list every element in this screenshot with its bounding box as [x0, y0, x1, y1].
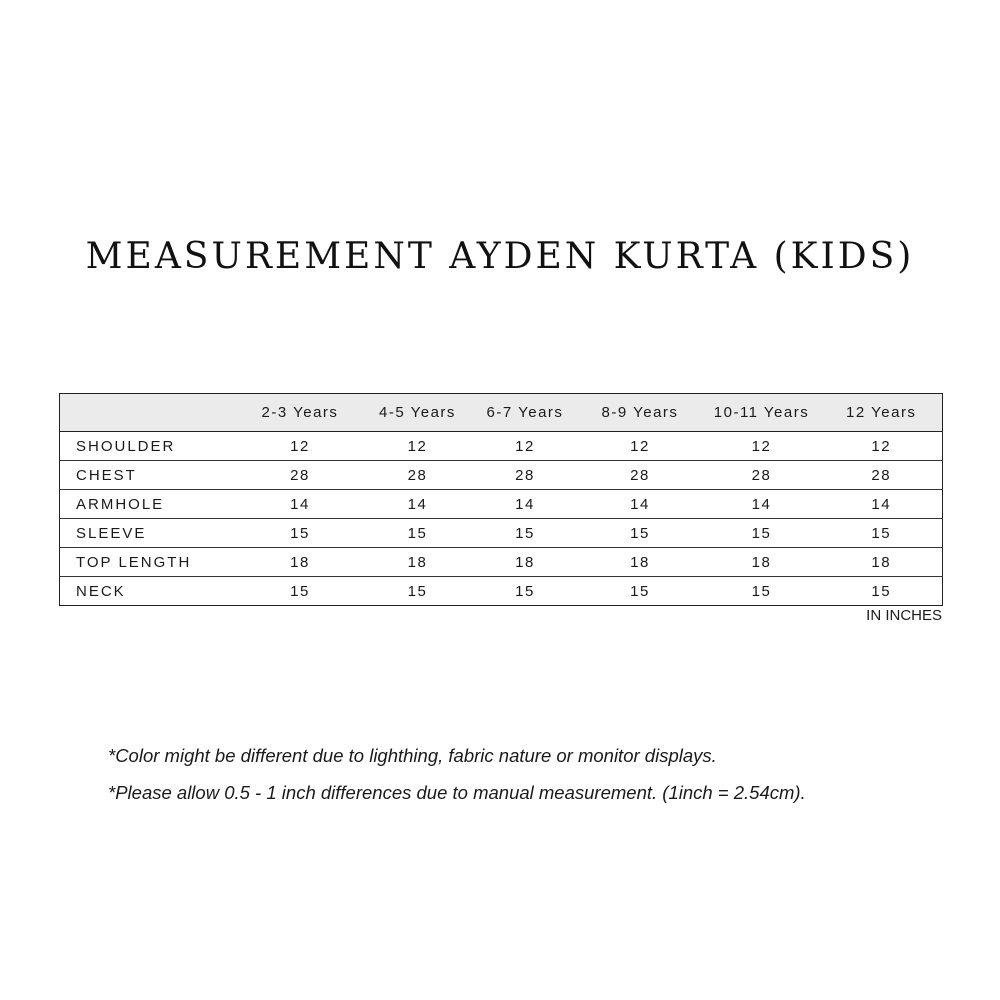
row-label: SLEEVE: [60, 519, 238, 548]
table-cell: 15: [821, 519, 943, 548]
table-cell: 28: [238, 461, 363, 490]
table-cell: 14: [363, 490, 473, 519]
table-cell: 15: [407, 582, 428, 600]
column-header: 4-5 Years: [363, 394, 473, 432]
table-row: [60, 432, 943, 461]
table-cell: 18: [473, 548, 578, 577]
table-cell: 28: [821, 461, 943, 490]
table-cell: 18: [821, 548, 943, 577]
column-header: 8-9 Years: [578, 394, 703, 432]
table-cell: 28: [363, 461, 473, 490]
table-cell: 15: [751, 582, 772, 600]
table-cell: 14: [238, 490, 363, 519]
unit-note: IN INCHES: [866, 607, 942, 624]
table-row: [60, 461, 943, 490]
table-cell: 15: [515, 582, 535, 600]
table-cell: 15: [703, 519, 821, 548]
table-cell: 18: [703, 548, 821, 577]
table-corner-cell: [60, 394, 238, 432]
row-label: ARMHOLE: [60, 490, 238, 519]
table-cell: 14: [473, 490, 578, 519]
table-cell: 12: [363, 432, 473, 461]
table-cell: 12: [238, 432, 363, 461]
table-cell: 12: [578, 432, 703, 461]
table-cell: 14: [821, 490, 943, 519]
table-header-row: [60, 394, 943, 432]
row-label: TOP LENGTH: [60, 548, 238, 577]
row-label: CHEST: [60, 461, 238, 490]
column-header: 2-3 Years: [238, 394, 363, 432]
table-cell: 12: [821, 432, 943, 461]
table-cell: 15: [578, 519, 703, 548]
table-cell: 18: [238, 548, 363, 577]
table-cell: 28: [473, 461, 578, 490]
table-cell: 15: [290, 582, 310, 600]
table-cell: 14: [578, 490, 703, 519]
table-cell: 15: [871, 582, 892, 600]
table-cell: 18: [578, 548, 703, 577]
table-cell: 15: [630, 582, 650, 600]
table-cell: 14: [703, 490, 821, 519]
table-cell: 28: [578, 461, 703, 490]
row-label: NECK: [76, 582, 126, 600]
disclaimer-note: *Please allow 0.5 - 1 inch differences due to manual measurement. (1inch = 2.54cm).: [108, 782, 806, 803]
table-cell: 15: [363, 519, 473, 548]
table-row: [60, 490, 943, 519]
table-cell: 15: [238, 519, 363, 548]
table-cell: 15: [473, 519, 578, 548]
table-cell: 12: [473, 432, 578, 461]
column-header: 6-7 Years: [473, 394, 578, 432]
table-cell: 28: [703, 461, 821, 490]
size-chart-table: [59, 393, 943, 606]
table-row: [60, 519, 943, 548]
column-header: 12 Years: [821, 394, 943, 432]
row-label: SHOULDER: [60, 432, 238, 461]
table-cell: 18: [363, 548, 473, 577]
column-header: 10-11 Years: [703, 394, 821, 432]
table-cell: 12: [703, 432, 821, 461]
table-row: [60, 548, 943, 577]
disclaimer-note: *Color might be different due to lighthing, fabric nature or monitor displays.: [108, 745, 717, 766]
page-title: MEASUREMENT AYDEN KURTA (KIDS): [85, 236, 915, 277]
table-row: [60, 577, 943, 606]
disclaimer-notes: [108, 744, 968, 818]
